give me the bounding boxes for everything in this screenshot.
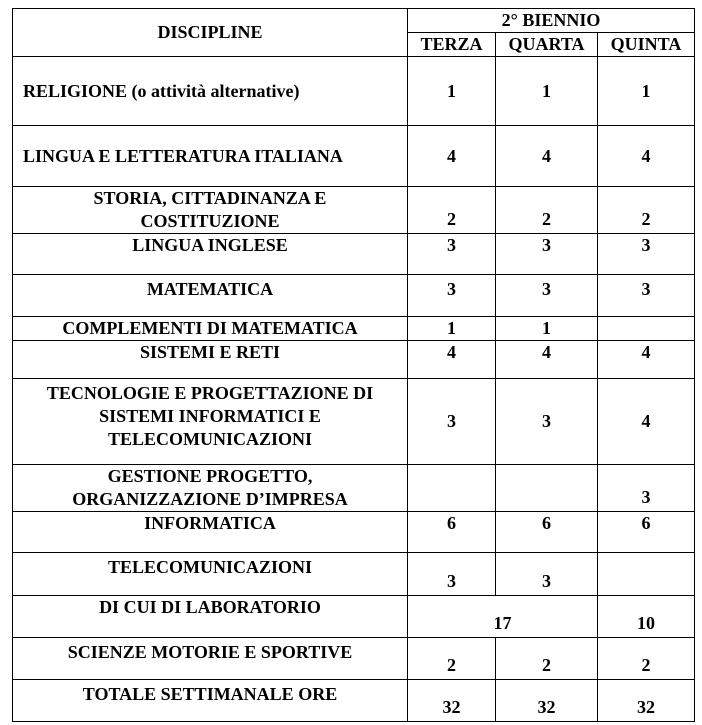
table-row <box>13 126 695 187</box>
table-row <box>13 553 695 596</box>
header-quinta: QUINTA <box>598 33 695 57</box>
discipline-name: RELIGIONE (o attività alternative) <box>13 57 408 126</box>
hours-quarta: 3 <box>496 234 598 275</box>
hours-quarta: 3 <box>496 379 598 465</box>
table-row <box>13 187 695 234</box>
table-row <box>13 234 695 275</box>
hours-terza: 32 <box>408 680 496 722</box>
hours-quarta: 3 <box>496 553 598 596</box>
hours-terza: 4 <box>408 341 496 379</box>
hours-quinta: 4 <box>598 341 695 379</box>
discipline-name-line: GESTIONE PROGETTO, <box>107 466 313 486</box>
discipline-name <box>13 379 408 465</box>
hours-quarta: 4 <box>496 341 598 379</box>
hours-terza-quarta: 17 <box>408 596 598 638</box>
discipline-name: MATEMATICA <box>13 275 408 317</box>
header-biennio: 2° BIENNIO <box>408 9 695 33</box>
hours-terza: 2 <box>408 187 496 234</box>
hours-terza: 1 <box>408 57 496 126</box>
discipline-name: LINGUA INGLESE <box>13 234 408 275</box>
hours-quarta: 2 <box>496 187 598 234</box>
discipline-name: COMPLEMENTI DI MATEMATICA <box>13 317 408 341</box>
hours-terza: 3 <box>408 379 496 465</box>
table-row <box>13 317 695 341</box>
hours-quarta: 1 <box>496 57 598 126</box>
hours-terza <box>408 465 496 512</box>
table-row <box>13 465 695 512</box>
hours-terza: 3 <box>408 234 496 275</box>
hours-quinta: 3 <box>598 234 695 275</box>
table-row <box>13 379 695 465</box>
discipline-name: SCIENZE MOTORIE E SPORTIVE <box>13 638 408 680</box>
table-row <box>13 680 695 722</box>
hours-quinta: 3 <box>598 275 695 317</box>
table-row <box>13 596 695 638</box>
hours-quarta: 32 <box>496 680 598 722</box>
discipline-name: DI CUI DI LABORATORIO <box>13 596 408 638</box>
hours-quinta: 6 <box>598 512 695 553</box>
header-discipline: DISCIPLINE <box>13 9 408 57</box>
table-row <box>13 638 695 680</box>
discipline-name-line: COSTITUZIONE <box>140 211 280 231</box>
table-row <box>13 341 695 379</box>
hours-quinta: 32 <box>598 680 695 722</box>
hours-table <box>12 8 695 722</box>
header-terza: TERZA <box>408 33 496 57</box>
hours-quinta: 10 <box>598 596 695 638</box>
discipline-name-line: SISTEMI INFORMATICI E <box>99 406 321 426</box>
hours-terza: 1 <box>408 317 496 341</box>
hours-quarta: 1 <box>496 317 598 341</box>
hours-terza: 2 <box>408 638 496 680</box>
discipline-name: TELECOMUNICAZIONI <box>13 553 408 596</box>
hours-quarta: 2 <box>496 638 598 680</box>
hours-quarta <box>496 465 598 512</box>
hours-terza: 4 <box>408 126 496 187</box>
discipline-name: TOTALE SETTIMANALE ORE <box>13 680 408 722</box>
discipline-name: INFORMATICA <box>13 512 408 553</box>
hours-quinta: 4 <box>598 379 695 465</box>
hours-quinta: 4 <box>598 126 695 187</box>
discipline-name-line: TECNOLOGIE E PROGETTAZIONE DI <box>46 383 374 403</box>
discipline-name-line: TELECOMUNICAZIONI <box>107 429 313 449</box>
hours-quarta: 6 <box>496 512 598 553</box>
hours-quarta: 3 <box>496 275 598 317</box>
hours-quinta <box>598 553 695 596</box>
hours-quinta: 2 <box>598 638 695 680</box>
table-row <box>13 57 695 126</box>
discipline-name <box>13 465 408 512</box>
table-row <box>13 512 695 553</box>
table-row <box>13 275 695 317</box>
hours-quinta: 1 <box>598 57 695 126</box>
discipline-name-line: ORGANIZZAZIONE D’IMPRESA <box>72 489 348 509</box>
hours-quinta <box>598 317 695 341</box>
hours-quarta: 4 <box>496 126 598 187</box>
header-quarta: QUARTA <box>496 33 598 57</box>
discipline-name: SISTEMI E RETI <box>13 341 408 379</box>
hours-quinta: 2 <box>598 187 695 234</box>
discipline-name <box>13 187 408 234</box>
hours-terza: 3 <box>408 275 496 317</box>
discipline-name: LINGUA E LETTERATURA ITALIANA <box>13 126 408 187</box>
discipline-name-line: STORIA, CITTADINANZA E <box>93 188 327 208</box>
hours-quinta: 3 <box>598 465 695 512</box>
hours-terza: 3 <box>408 553 496 596</box>
hours-terza: 6 <box>408 512 496 553</box>
